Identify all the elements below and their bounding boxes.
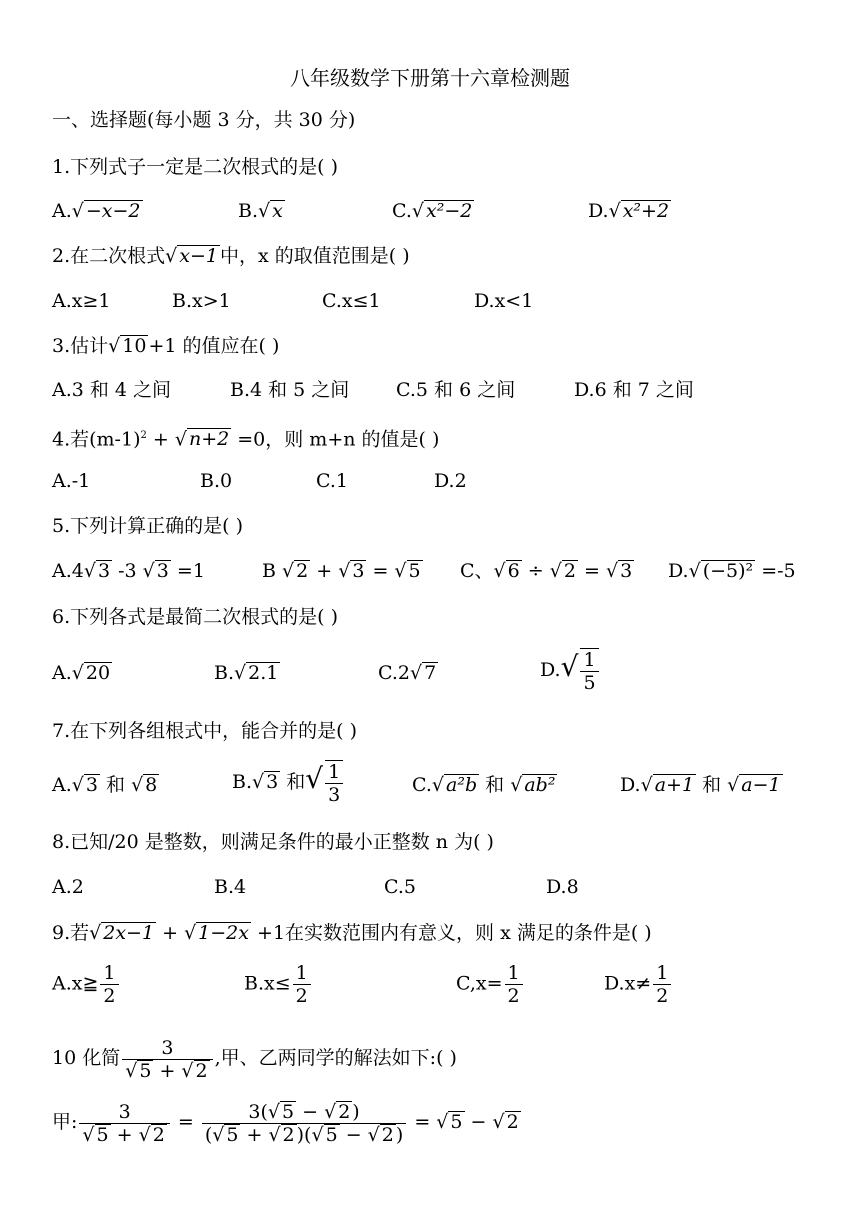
q3-option-c: C.5 和 6 之间: [396, 379, 516, 401]
question-3-stem: 3.估计√ 10 +1 的值应在( ): [52, 335, 280, 357]
q8-option-c: C.5: [384, 876, 416, 898]
q8-option-d: D.8: [546, 876, 579, 898]
question-1-stem: 1.下列式子一定是二次根式的是( ): [52, 156, 338, 178]
q9-option-a: A.x≧ $\frac{1}{2}$: [52, 962, 121, 1007]
question-9-stem: 9.若√ 2x−1 + √ 1−2x +1在实数范围内有意义，则 x 满足的条件是( ): [52, 922, 652, 944]
q5-option-b: B √ 2 + √ 3 = √ 5: [262, 560, 421, 582]
q2-option-d: D.x<1: [474, 290, 534, 312]
question-2-stem: 2.在二次根式√ x−1 中，x 的取值范围是( ): [52, 245, 410, 267]
question-6-stem: 6.下列各式是最简二次根式的是( ): [52, 606, 338, 628]
q2-option-a: A.x≥1: [52, 290, 111, 312]
q6-option-c: C.2√ 7: [378, 662, 437, 684]
q4-option-d: D.2: [434, 470, 467, 492]
q9-option-c: C,x= $\frac{1}{2}$: [456, 962, 525, 1007]
q1-option-c: C.√ x²−2: [392, 200, 473, 222]
q1-option-d: D.√ x²+2: [588, 200, 670, 222]
q8-option-a: A.2: [52, 876, 84, 898]
q2-option-c: C.x≤1: [322, 290, 381, 312]
q5-option-d: D.√ (−5)² =-5: [668, 560, 796, 582]
question-5-stem: 5.下列计算正确的是( ): [52, 515, 243, 537]
page-title: 八年级数学下册第十六章检测题: [290, 66, 570, 90]
q9-option-b: B.x≤ $\frac{1}{2}$: [244, 962, 313, 1007]
q4-option-c: C.1: [316, 470, 348, 492]
q8-option-b: B.4: [214, 876, 247, 898]
question-7-stem: 7.在下列各组根式中，能合并的是( ): [52, 720, 357, 742]
q1-option-a: A.√ −x−2: [52, 200, 141, 222]
q4-option-b: B.0: [200, 470, 233, 492]
q6-option-b: B.√ 2.1: [214, 662, 279, 684]
q7-option-c: C.√ a²b 和 √ ab²: [412, 774, 556, 796]
q5-option-a: A.4√ 3 -3 √ 3 =1: [52, 560, 205, 582]
q4-option-a: A.-1: [52, 470, 91, 492]
q7-option-b: B.√ 3 和√ $\frac{1}{3}$: [232, 760, 345, 806]
q1-option-b: B.√ x: [238, 200, 283, 222]
question-8-stem: 8.已知/20 是整数，则满足条件的最小正整数 n 为( ): [52, 831, 494, 853]
q3-option-b: B.4 和 5 之间: [230, 379, 350, 401]
q7-option-d: D.√ a+1 和 √ a−1: [620, 774, 781, 796]
q6-option-a: A.√ 20: [52, 662, 111, 684]
q9-option-d: D.x≠ $\frac{1}{2}$: [604, 962, 673, 1007]
question-4-stem: 4.若$(m-1)^2$ + √ n+2 =0，则 m+n 的值是( ): [52, 428, 440, 451]
q6-option-d: D.√ $\frac{1}{5}$: [540, 648, 601, 694]
solution-jia: 甲: $\frac{3}{√ 5 + √ 2}$ = $\frac{3(√ 5 - √ 2 )}{(√ 5 + √ 2 )(√ 5 - √ 2 )}$ = √ 5 − √ 2: [52, 1100, 519, 1146]
question-10-stem: 10 化简 $\frac{3}{√ 5 + √ 2}$ ,甲、乙两同学的解法如下:( ): [52, 1036, 457, 1082]
section-heading: 一、选择题(每小题 3 分，共 30 分): [52, 109, 356, 131]
q7-option-a: A.√ 3 和 √ 8: [52, 774, 158, 796]
q3-option-a: A.3 和 4 之间: [52, 379, 172, 401]
q5-option-c: C、√ 6 ÷ √ 2 = √ 3: [460, 560, 633, 582]
q2-option-b: B.x>1: [172, 290, 231, 312]
q3-option-d: D.6 和 7 之间: [574, 379, 694, 401]
